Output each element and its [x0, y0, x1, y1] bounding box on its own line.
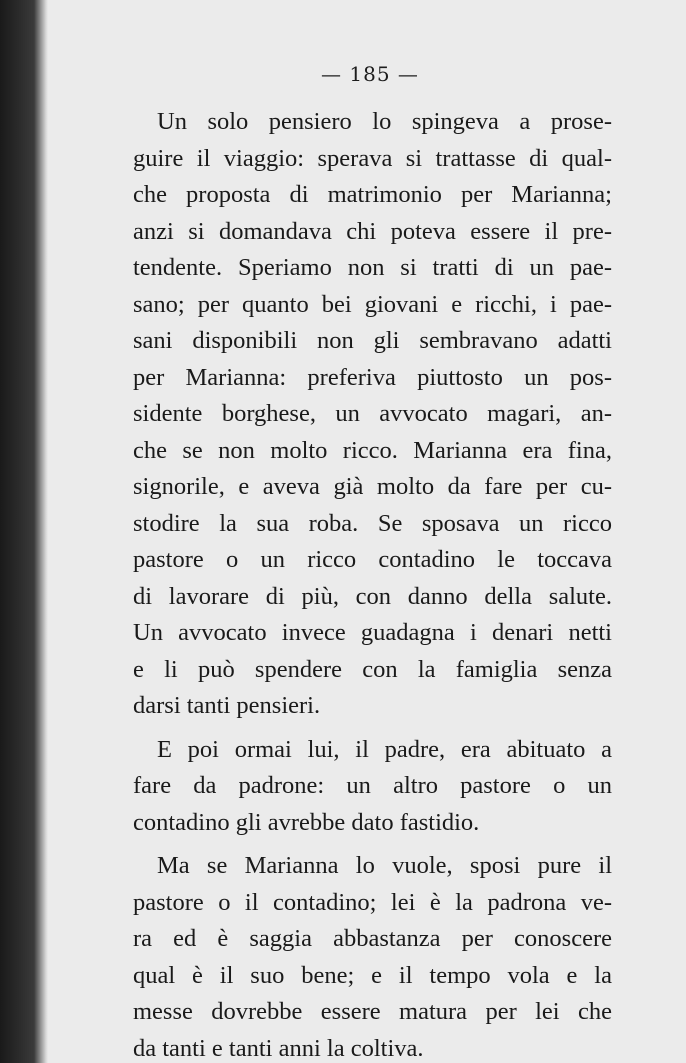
text-line: signorile, e aveva già molto da fare per cu- — [133, 473, 612, 500]
text-line: stodire la sua roba. Se sposava un ricco — [133, 509, 612, 537]
text-line: tendente. Speriamo non si tratti di un pae- — [133, 254, 612, 281]
text-line: per Marianna: preferiva piuttosto un pos- — [133, 363, 612, 391]
text-line: pastore o un ricco contadino le toccava — [133, 546, 612, 573]
text-line: E poi ormai lui, il padre, era abituato a — [157, 735, 612, 763]
text-line: da tanti e tanti anni la coltiva. — [133, 1034, 424, 1062]
text-line: di lavorare di più, con danno della salute. — [133, 582, 612, 610]
text-line: sano; per quanto bei giovani e ricchi, i pae- — [133, 290, 612, 318]
text-line: pastore o il contadino; lei è la padrona ve- — [133, 888, 612, 916]
text-line: e li può spendere con la famiglia senza — [133, 655, 612, 683]
paragraph-2 — [133, 732, 612, 842]
text-line: guire il viaggio: sperava si trattasse di qual- — [133, 144, 612, 172]
paragraph-1 — [133, 104, 612, 725]
text-line: anzi si domandava chi poteva essere il pre- — [133, 217, 612, 245]
text-line: Un solo pensiero lo spingeva a prose- — [157, 108, 612, 135]
text-line: sani disponibili non gli sembravano adatti — [133, 327, 612, 354]
book-spine-shadow — [0, 0, 48, 1063]
text-line: contadino gli avrebbe dato fastidio. — [133, 808, 480, 836]
text-line: Un avvocato invece guadagna i denari netti — [133, 619, 612, 646]
text-line: fare da padrone: un altro pastore o un — [133, 772, 612, 799]
paragraph-3 — [133, 848, 612, 1063]
text-line: darsi tanti pensieri. — [133, 692, 321, 719]
text-line: Ma se Marianna lo vuole, sposi pure il — [157, 852, 612, 879]
page-number: — 185 — — [321, 62, 419, 86]
text-line: messe dovrebbe essere matura per lei che — [133, 998, 612, 1025]
text-line: qual è il suo bene; e il tempo vola e la — [133, 961, 612, 989]
text-line: sidente borghese, un avvocato magari, an- — [133, 400, 612, 427]
body-text — [133, 104, 612, 1063]
text-line: che proposta di matrimonio per Marianna; — [133, 181, 612, 208]
text-line: ra ed è saggia abbastanza per conoscere — [133, 925, 612, 952]
text-line: che se non molto ricco. Marianna era fina, — [133, 436, 612, 464]
